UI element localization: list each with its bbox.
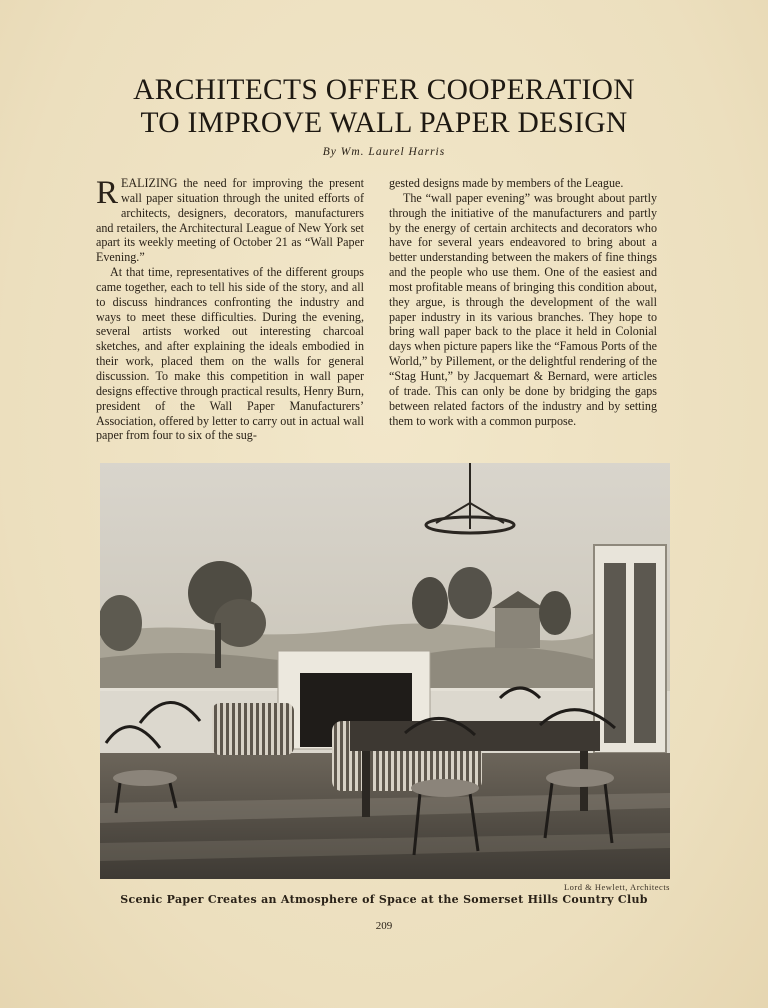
title-line-1: ARCHITECTS OFFER COOPERATION [133,74,635,106]
paragraph: gested designs made by members of the League. [389,176,624,190]
article-title [60,74,708,140]
text-column-right [389,176,657,428]
paragraph [96,176,364,265]
paragraph-text: EALIZING the need for improving the present wall paper situation through the united efforts of architects, designers, decorators, manufacturers and retailers, the Architectural League of New York set apart its weekly meeting of October 21 as “Wall Paper Evening.” [96,176,364,265]
photo-illustration [100,463,670,879]
room-photograph [100,463,670,879]
paragraph: At that time, representatives of the different groups came together, each to tell his side of the story, and all to discuss hindrances confronting the industry and ways to meet these difficulties. During the evening, several artists worked out interesting charcoal sketches, and after explaining the ideals embodied in their work, placed them on the walls for general discussion. To make this competition in wall paper designs effective through practical results, Henry Burn, president of the Wall Paper Manufacturers’ Association, offered by letter to carry out in actual wall paper from four to six of the sug- [96,265,364,443]
photo-credit: Lord & Hewlett, Architects [563,882,670,892]
text-column-left [96,176,364,443]
paragraph: The “wall paper evening” was brought about partly through the initiative of the manufacturers and partly by the energy of certain architects and decorators who have for several years endeavored to bring about a better understanding between the makers of fine things and the people who use them. One of the easiest and most profitable means of bringing this condition about, they argue, is through the development of the wall paper industry in its various branches. They hope to bring wall paper back to the place it held in Colonial days when picture papers like the “Famous Ports of the World,” by Pillement, or the delightful rendering of the “Stag Hunt,” by Jacquemart & Bernard, were articles of trade. This can only be done by bridging the gaps between related factors of the industry and by setting them to work with a common purpose. [389,190,657,428]
page-number: 209 [375,920,393,932]
title-line-2: TO IMPROVE WALL PAPER DESIGN [140,107,628,139]
drop-cap: R [96,175,119,211]
photo-caption: Scenic Paper Creates an Atmosphere of Space at the Somerset Hills Country Club [120,893,648,906]
byline: By Wm. Laurel Harris [322,146,446,158]
